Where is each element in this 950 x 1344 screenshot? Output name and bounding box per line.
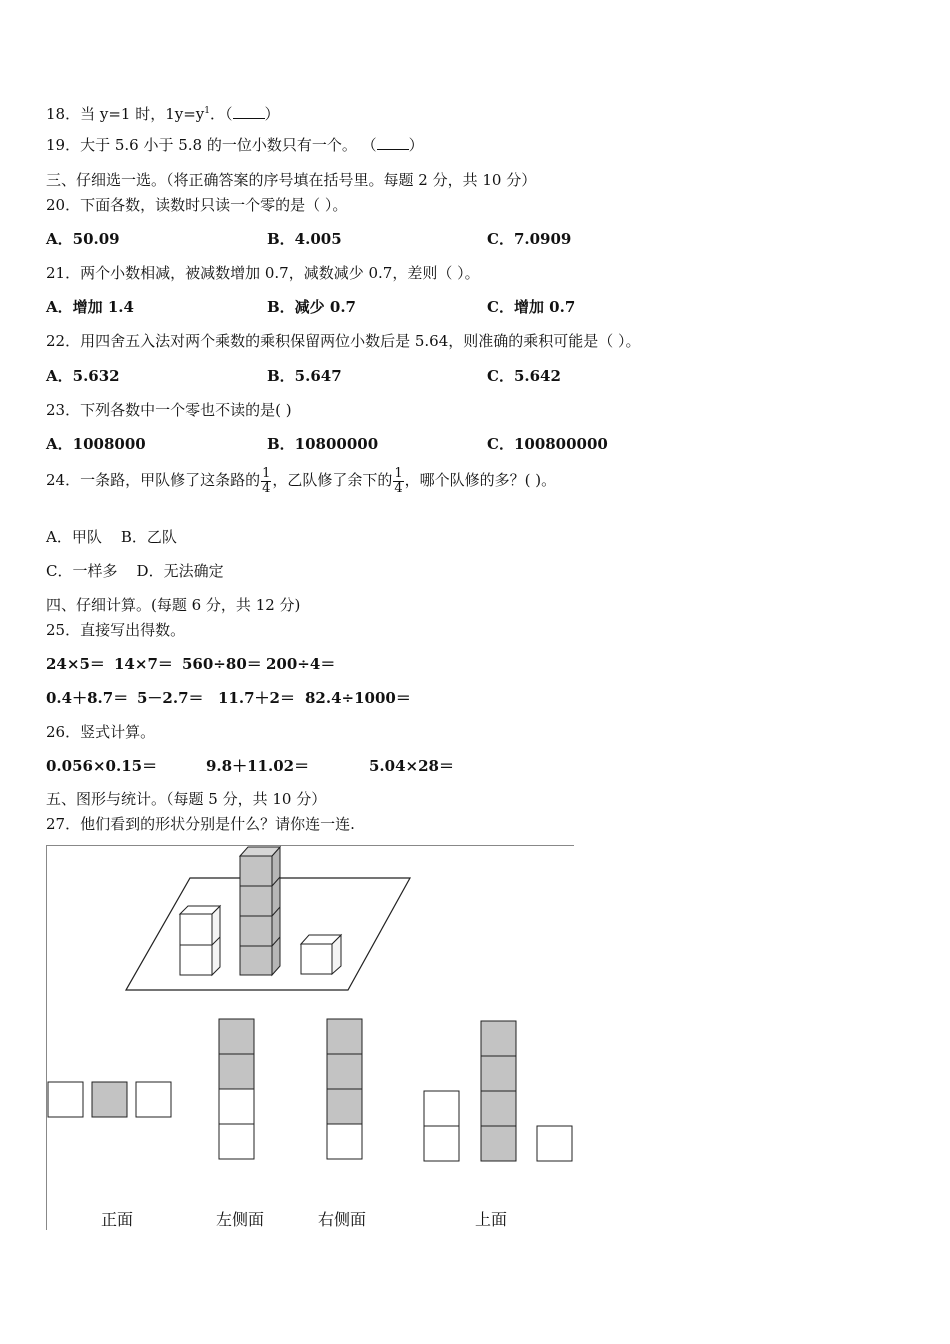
question-18 [46, 101, 280, 124]
question-24-stem [46, 465, 556, 496]
right-side-view-shape [327, 1019, 362, 1159]
q20-option-c[interactable]: C．7.0909 [487, 230, 572, 248]
question-22-stem: 22．用四舍五入法对两个乘数的乘积保留两位小数后是 5.64，则准确的乘积可能是（ ）。 [46, 332, 641, 350]
q20-option-a[interactable]: A．50.09 [46, 230, 120, 248]
calc-item: 200÷4＝ [266, 655, 336, 673]
fraction-one-quarter-2 [393, 467, 403, 496]
calc-item: 560÷80＝ [182, 655, 262, 673]
q19-blank[interactable] [377, 137, 409, 150]
question-21-stem: 21．两个小数相减，被减数增加 0.7，减数减少 0.7，差则（ ）。 [46, 264, 480, 282]
views-diagram [46, 845, 574, 1230]
calc-item: 24×5＝ [46, 655, 105, 673]
q21-option-b[interactable]: B．减少 0.7 [267, 298, 356, 316]
q24-options-row2[interactable]: C．一样多 D．无法确定 [46, 562, 224, 580]
calc-item: 11.7＋2＝ [218, 689, 295, 707]
vertical-calc-item: 9.8＋11.02＝ [206, 757, 310, 775]
label-top[interactable]: 上面 [475, 1210, 508, 1229]
calc-item: 0.4＋8.7＝ [46, 689, 129, 707]
top-view-shape [424, 1021, 572, 1161]
q23-option-b[interactable]: B．10800000 [267, 435, 379, 453]
q19-close: ） [408, 136, 424, 154]
question-20-stem: 20．下面各数，读数时只读一个零的是（ ）。 [46, 196, 348, 214]
front-view-shape [48, 1082, 171, 1117]
calc-item: 5－2.7＝ [137, 689, 204, 707]
q18-text: 18．当 y=1 时，1y=y [46, 105, 205, 123]
q23-option-a[interactable]: A．1008000 [46, 435, 146, 453]
q22-option-c[interactable]: C．5.642 [487, 367, 561, 385]
vertical-calc-item: 5.04×28＝ [369, 757, 454, 775]
vertical-calc-item: 0.056×0.15＝ [46, 757, 158, 775]
q18-close: ） [264, 105, 280, 123]
calc-item: 14×7＝ [114, 655, 173, 673]
section-5-title: 五、图形与统计。（每题 5 分，共 10 分） [46, 790, 327, 808]
q24-part3: ，哪个队修的多？( )。 [404, 471, 557, 489]
question-26-stem: 26．竖式计算。 [46, 723, 156, 741]
views-figure [46, 845, 574, 1230]
q18-blank[interactable] [233, 106, 265, 119]
q18-sup: 1 [204, 106, 211, 116]
fraction-numerator: 1 [394, 465, 403, 481]
question-27-stem: 27．他们看到的形状分别是什么？请你连一连. [46, 815, 355, 833]
question-23-stem: 23．下列各数中一个零也不读的是( ) [46, 401, 292, 419]
q21-option-a[interactable]: A．增加 1.4 [46, 298, 134, 316]
q24-options-row1[interactable]: A．甲队 B．乙队 [46, 528, 177, 546]
fraction-numerator: 1 [262, 465, 271, 481]
section-4-title: 四、仔细计算。(每题 6 分，共 12 分) [46, 596, 301, 614]
q18-tail: ．（ [210, 105, 233, 123]
fraction-denominator: 4 [394, 480, 403, 496]
label-right-side[interactable]: 右侧面 [318, 1210, 367, 1229]
single-cube [301, 935, 341, 974]
tall-cube-stack [240, 847, 280, 975]
label-left-side[interactable]: 左侧面 [216, 1210, 265, 1229]
q21-option-c[interactable]: C．增加 0.7 [487, 298, 576, 316]
q20-option-b[interactable]: B．4.005 [267, 230, 342, 248]
question-25-stem: 25．直接写出得数。 [46, 621, 186, 639]
left-cube-stack [180, 906, 220, 975]
q23-option-c[interactable]: C．100800000 [487, 435, 608, 453]
q22-option-a[interactable]: A．5.632 [46, 367, 120, 385]
fraction-denominator: 4 [262, 480, 271, 496]
q24-part1: 24．一条路，甲队修了这条路的 [46, 471, 261, 489]
left-side-view-shape [219, 1019, 254, 1159]
question-19 [46, 135, 424, 155]
section-3-title: 三、仔细选一选。（将正确答案的序号填在括号里。每题 2 分，共 10 分） [46, 171, 537, 189]
calc-item: 82.4÷1000＝ [305, 689, 411, 707]
q24-part2: ，乙队修了余下的 [272, 471, 393, 489]
label-front[interactable]: 正面 [101, 1210, 134, 1229]
q22-option-b[interactable]: B．5.647 [267, 367, 342, 385]
fraction-one-quarter [261, 467, 271, 496]
q19-text: 19．大于 5.6 小于 5.8 的一位小数只有一个。 （ [46, 136, 377, 154]
